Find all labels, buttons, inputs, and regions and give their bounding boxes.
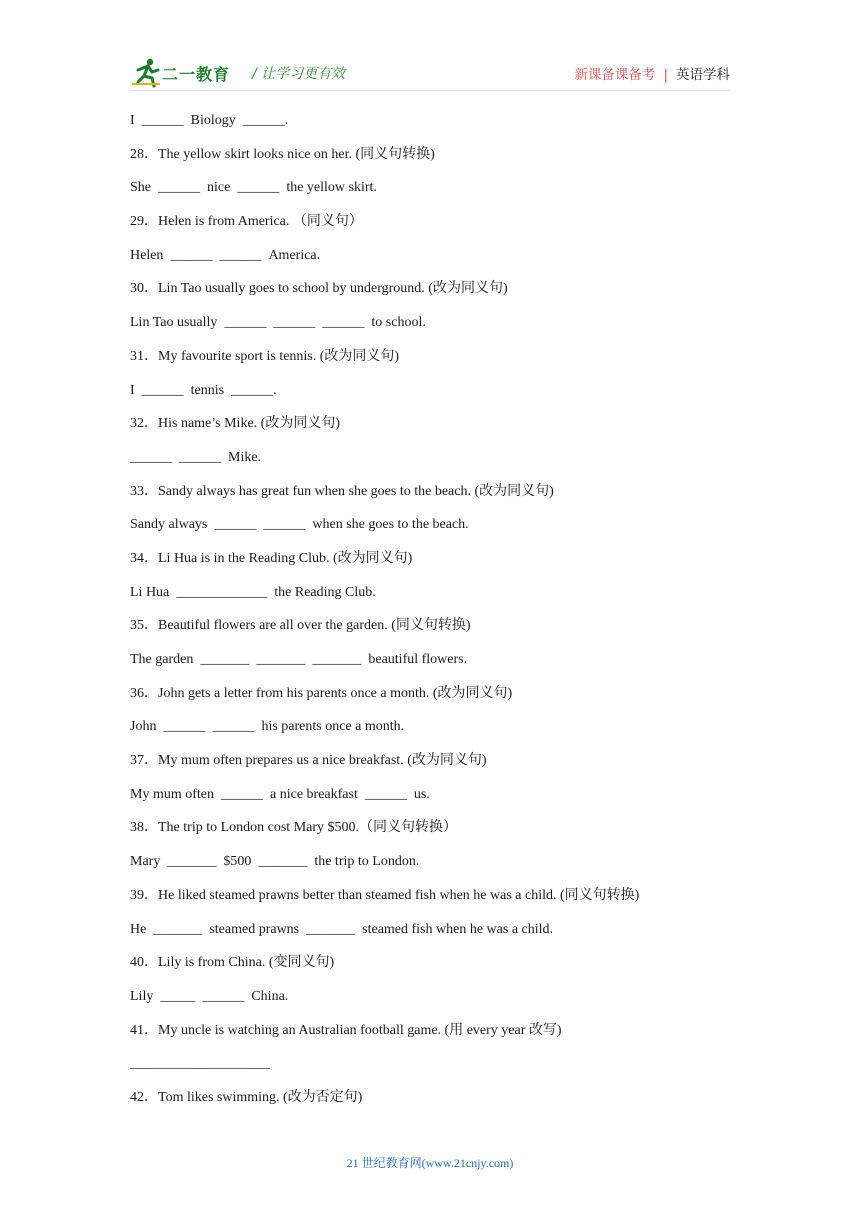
line-text: Helen [130, 247, 164, 263]
answer-blank[interactable]: ______ [273, 315, 316, 331]
answer-blank[interactable]: ______ [322, 315, 365, 331]
exercise-line [130, 448, 730, 482]
answer-blank[interactable]: ______ [263, 517, 306, 533]
line-text: the yellow skirt. [286, 180, 377, 196]
exercise-line [130, 583, 730, 617]
answer-blank[interactable]: _______ [200, 652, 250, 667]
line-text: his parents once a month. [261, 719, 405, 735]
answer-blank[interactable]: ______ [158, 180, 200, 196]
page-header [130, 56, 730, 92]
exercise-line [130, 414, 730, 448]
line-text: 41．My uncle is watching an Australian football game. (用 every year 改写) [130, 1022, 562, 1038]
answer-blank[interactable]: _______ [312, 652, 362, 667]
exercise-line [130, 381, 730, 415]
line-text: tennis [190, 382, 225, 398]
line-text: Mary [130, 854, 161, 870]
exercise-line [130, 920, 730, 954]
exercise-line [130, 616, 730, 650]
exercise-line [130, 818, 730, 852]
exercise-line [130, 515, 730, 549]
exercise-line [130, 886, 730, 920]
line-text: Biology [190, 113, 236, 128]
exercise-line [130, 852, 730, 886]
line-text: beautiful flowers. [368, 652, 468, 667]
exercise-line [130, 313, 730, 347]
line-text: 40．Lily is from China. (变同义句) [130, 955, 335, 971]
line-text: 29．Helen is from America. （同义句） [130, 214, 363, 230]
line-text: Lin Tao usually [130, 315, 218, 331]
exercise-line [130, 717, 730, 751]
question-list [130, 111, 730, 1122]
answer-blank[interactable]: ______ [364, 786, 407, 802]
answer-blank[interactable]: ______ [141, 382, 184, 398]
line-text: 35．Beautiful flowers are all over the garden. (同义句转换) [130, 618, 471, 634]
line-text: steamed fish when he was a child. [362, 921, 554, 937]
line-text: 37．My mum often prepares us a nice breakfast. (改为同义句) [130, 753, 487, 769]
answer-blank[interactable]: ______. [231, 382, 277, 398]
line-text: nice [207, 180, 231, 196]
line-text: I [130, 382, 135, 398]
line-text: 33．Sandy always has great fun when she goes to the beach. (改为同义句) [130, 483, 554, 499]
line-text: 32．His name’s Mike. (改为同义句) [130, 416, 340, 432]
line-text: Li Hua [130, 584, 170, 600]
line-text: He [130, 921, 147, 937]
runner-logo-icon [130, 56, 164, 88]
slogan-text: 让学习更有效 [261, 66, 346, 82]
header-divider [130, 90, 730, 91]
exercise-line [130, 111, 730, 145]
answer-blank[interactable]: _______ [256, 652, 306, 667]
line-text: I [130, 113, 135, 128]
exercise-line [130, 987, 730, 1021]
answer-blank[interactable]: ______. [242, 113, 289, 128]
answer-blank[interactable]: ______ [130, 449, 172, 465]
logo [130, 56, 242, 88]
page-footer: 21 世纪教育网(www.21cnjy.com) [346, 1156, 514, 1170]
line-text: a nice breakfast [270, 786, 358, 802]
answer-blank[interactable]: ______ [170, 247, 213, 263]
header-separator: | [663, 67, 668, 83]
line-text: The garden [130, 652, 194, 667]
line-text: 36．John gets a letter from his parents once a month. (改为同义句) [130, 685, 513, 701]
exercise-line [130, 751, 730, 785]
exercise-line [130, 1021, 730, 1055]
answer-blank[interactable]: _______ [153, 921, 203, 937]
exercise-line [130, 145, 730, 179]
answer-blank[interactable]: ______ [163, 719, 206, 735]
answer-blank[interactable]: ______ [214, 517, 257, 533]
exercise-line [130, 212, 730, 246]
exercise-line [130, 1088, 730, 1122]
exercise-line [130, 684, 730, 718]
line-text: 30．Lin Tao usually goes to school by underground. (改为同义句) [130, 281, 508, 297]
answer-blank[interactable]: _______ [306, 921, 356, 937]
answer-blank[interactable]: ______ [212, 719, 255, 735]
line-text: the Reading Club. [274, 584, 376, 600]
line-text: when she goes to the beach. [312, 517, 469, 533]
exercise-line [130, 279, 730, 313]
logo-text: 二一教育 [162, 65, 231, 84]
exercise-line [130, 549, 730, 583]
line-text: 28．The yellow skirt looks nice on her. (同义句转换) [130, 146, 435, 162]
exercise-line [130, 246, 730, 280]
answer-blank[interactable]: ______ [219, 247, 262, 263]
exercise-line [130, 1054, 730, 1088]
line-text: us. [413, 786, 430, 802]
exercise-line [130, 347, 730, 381]
line-text: the trip to London. [314, 854, 420, 870]
line-text: China. [251, 988, 289, 1004]
line-text: 39．He liked steamed prawns better than steamed fish when he was a child. (同义句转换) [130, 887, 640, 903]
answer-blank[interactable]: ____________________ [130, 1056, 270, 1072]
answer-blank[interactable]: ______ [221, 786, 263, 802]
exercise-line [130, 953, 730, 987]
slogan: / 让学习更有效 [252, 66, 346, 82]
exercise-line [130, 482, 730, 516]
line-text: 31．My favourite sport is tennis. (改为同义句) [130, 348, 400, 364]
line-text: John [130, 719, 157, 735]
answer-blank[interactable]: ______ [141, 113, 184, 128]
line-text: Mike. [228, 449, 262, 465]
line-text: 38．The trip to London cost Mary $500.（同义句转换） [130, 820, 458, 836]
line-text: $500 [223, 854, 252, 870]
answer-blank[interactable]: ______ [202, 988, 245, 1004]
line-text: 34．Li Hua is in the Reading Club. (改为同义句) [130, 550, 413, 566]
line-text: 42．Tom likes swimming. (改为否定句) [130, 1089, 363, 1105]
header-subject: 英语学科 [676, 67, 730, 83]
answer-blank[interactable]: _____ [160, 988, 196, 1004]
answer-blank[interactable]: _______ [258, 854, 308, 870]
header-right [574, 63, 730, 83]
exercise-line [130, 178, 730, 212]
answer-blank[interactable]: ______ [179, 449, 221, 465]
line-text: to school. [371, 315, 426, 331]
answer-blank[interactable]: _______ [167, 854, 217, 870]
line-text: America. [268, 247, 321, 263]
line-text: Lily [130, 988, 154, 1004]
header-tagline: 新课备课备考 [574, 67, 656, 83]
line-text: steamed prawns [209, 921, 300, 937]
answer-blank[interactable]: _____________ [176, 584, 268, 600]
line-text: My mum often [130, 786, 214, 802]
line-text: Sandy always [130, 517, 208, 533]
exercise-line [130, 785, 730, 819]
exercise-line [130, 650, 730, 684]
line-text: She [130, 180, 151, 196]
answer-blank[interactable]: ______ [237, 180, 280, 196]
answer-blank[interactable]: ______ [224, 315, 267, 331]
